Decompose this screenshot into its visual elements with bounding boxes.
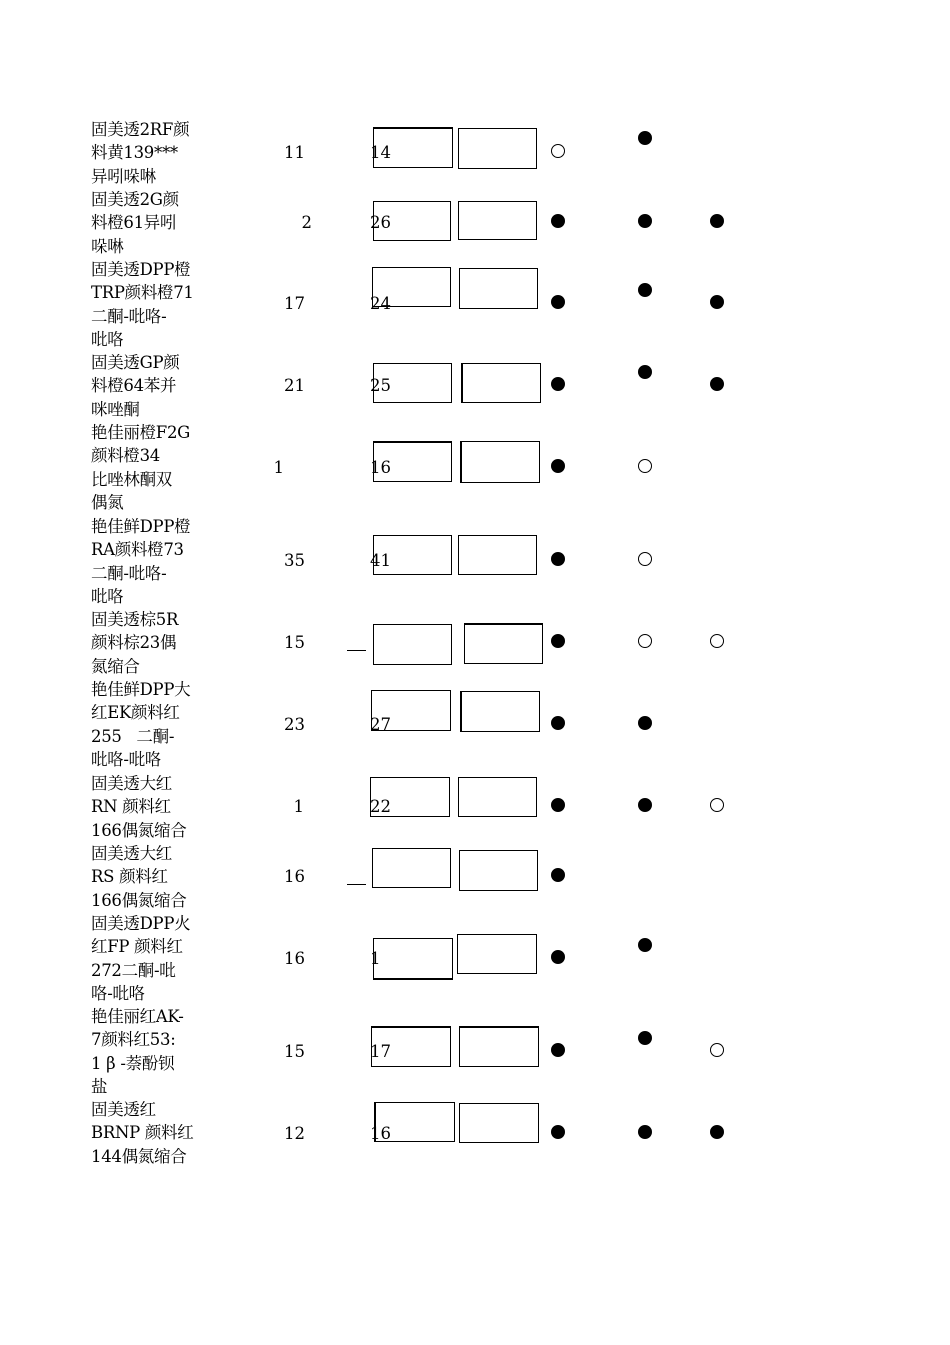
product-name: 固美透棕5R 颜料棕23偶 氮缩合 <box>91 610 179 676</box>
hollow-circle-icon <box>638 459 652 473</box>
value-a: 12 <box>284 1124 305 1143</box>
value-b: 14 <box>370 143 391 162</box>
value-b: 24 <box>370 294 391 313</box>
filled-circle-icon <box>551 868 565 882</box>
filled-circle-icon <box>551 798 565 812</box>
product-name: 艳佳丽橙F2G 颜料橙34 比唑林酮双 偶氮 <box>91 423 191 512</box>
filled-circle-icon <box>638 938 652 952</box>
filled-circle-icon <box>551 459 565 473</box>
product-name: 固美透2RF颜 料黄139*** 异吲哚啉 <box>91 120 190 186</box>
filled-circle-icon <box>551 716 565 730</box>
value-a: 11 <box>284 143 305 162</box>
value-a: 23 <box>284 715 305 734</box>
value-b: 17 <box>370 1042 391 1061</box>
value-b: 26 <box>370 213 391 232</box>
hollow-circle-icon <box>710 1043 724 1057</box>
input-box-2[interactable] <box>464 623 543 664</box>
input-box-2[interactable] <box>458 201 537 240</box>
filled-circle-icon <box>638 283 652 297</box>
filled-circle-icon <box>551 295 565 309</box>
filled-circle-icon <box>710 214 724 228</box>
product-name: 艳佳鲜DPP橙 RA颜料橙73 二酮-吡咯- 吡咯 <box>91 517 191 606</box>
filled-circle-icon <box>551 950 565 964</box>
filled-circle-icon <box>638 365 652 379</box>
value-a: 2 <box>301 213 312 232</box>
product-name: 固美透DPP火 红FP 颜料红 272二酮-吡 咯-吡咯 <box>91 914 191 1003</box>
value-b: 41 <box>370 551 391 570</box>
value-b: 16 <box>370 1124 391 1143</box>
filled-circle-icon <box>638 798 652 812</box>
value-b: 22 <box>370 797 391 816</box>
product-name: 固美透GP颜 料橙64苯并 咪唑酮 <box>91 353 180 419</box>
product-name: 固美透2G颜 料橙61异吲 哚啉 <box>91 190 179 256</box>
value-a: 16 <box>284 867 305 886</box>
input-box-2[interactable] <box>459 1026 539 1067</box>
product-name: 固美透大红 RN 颜料红 166偶氮缩合 <box>91 774 187 840</box>
filled-circle-icon <box>551 377 565 391</box>
input-box-1[interactable] <box>373 624 452 665</box>
filled-circle-icon <box>551 1125 565 1139</box>
value-b: 1 <box>370 949 381 968</box>
filled-circle-icon <box>638 214 652 228</box>
value-b: 25 <box>370 376 391 395</box>
hollow-circle-icon <box>710 798 724 812</box>
input-box-2[interactable] <box>461 363 541 403</box>
filled-circle-icon <box>638 131 652 145</box>
filled-circle-icon <box>710 377 724 391</box>
input-box-2[interactable] <box>458 128 537 169</box>
filled-circle-icon <box>638 1125 652 1139</box>
input-box-2[interactable] <box>459 1103 539 1143</box>
product-name: 艳佳丽红AK- 7颜料红53: 1 β -萘酚钡 盐 <box>91 1007 184 1096</box>
value-a: 21 <box>284 376 305 395</box>
input-box-1[interactable] <box>372 848 451 888</box>
filled-circle-icon <box>551 634 565 648</box>
filled-circle-icon <box>638 716 652 730</box>
input-box-2[interactable] <box>460 441 540 483</box>
filled-circle-icon <box>710 1125 724 1139</box>
input-box-2[interactable] <box>459 268 538 309</box>
input-box-2[interactable] <box>460 691 540 732</box>
input-box-2[interactable] <box>458 535 537 575</box>
dash-mark <box>347 884 366 885</box>
value-a: 17 <box>284 294 305 313</box>
value-a: 15 <box>284 633 305 652</box>
value-b: 27 <box>370 715 391 734</box>
filled-circle-icon <box>551 214 565 228</box>
input-box-2[interactable] <box>458 777 537 817</box>
input-box-2[interactable] <box>457 934 537 974</box>
value-a: 1 <box>293 797 304 816</box>
hollow-circle-icon <box>551 144 565 158</box>
filled-circle-icon <box>638 1031 652 1045</box>
product-name: 艳佳鲜DPP大 红EK颜料红 255 二酮- 吡咯-吡咯 <box>91 680 191 769</box>
dash-mark <box>347 650 366 651</box>
value-a: 35 <box>284 551 305 570</box>
filled-circle-icon <box>551 552 565 566</box>
hollow-circle-icon <box>710 634 724 648</box>
product-name: 固美透DPP橙 TRP颜料橙71 二酮-吡咯- 吡咯 <box>91 260 194 349</box>
filled-circle-icon <box>551 1043 565 1057</box>
input-box-2[interactable] <box>459 850 538 891</box>
filled-circle-icon <box>710 295 724 309</box>
value-a: 15 <box>284 1042 305 1061</box>
product-name: 固美透大红 RS 颜料红 166偶氮缩合 <box>91 844 187 910</box>
value-a: 1 <box>273 458 284 477</box>
hollow-circle-icon <box>638 634 652 648</box>
value-b: 16 <box>370 458 391 477</box>
value-a: 16 <box>284 949 305 968</box>
hollow-circle-icon <box>638 552 652 566</box>
product-name: 固美透红 BRNP 颜料红 144偶氮缩合 <box>91 1100 194 1166</box>
input-box-1[interactable] <box>373 938 453 980</box>
